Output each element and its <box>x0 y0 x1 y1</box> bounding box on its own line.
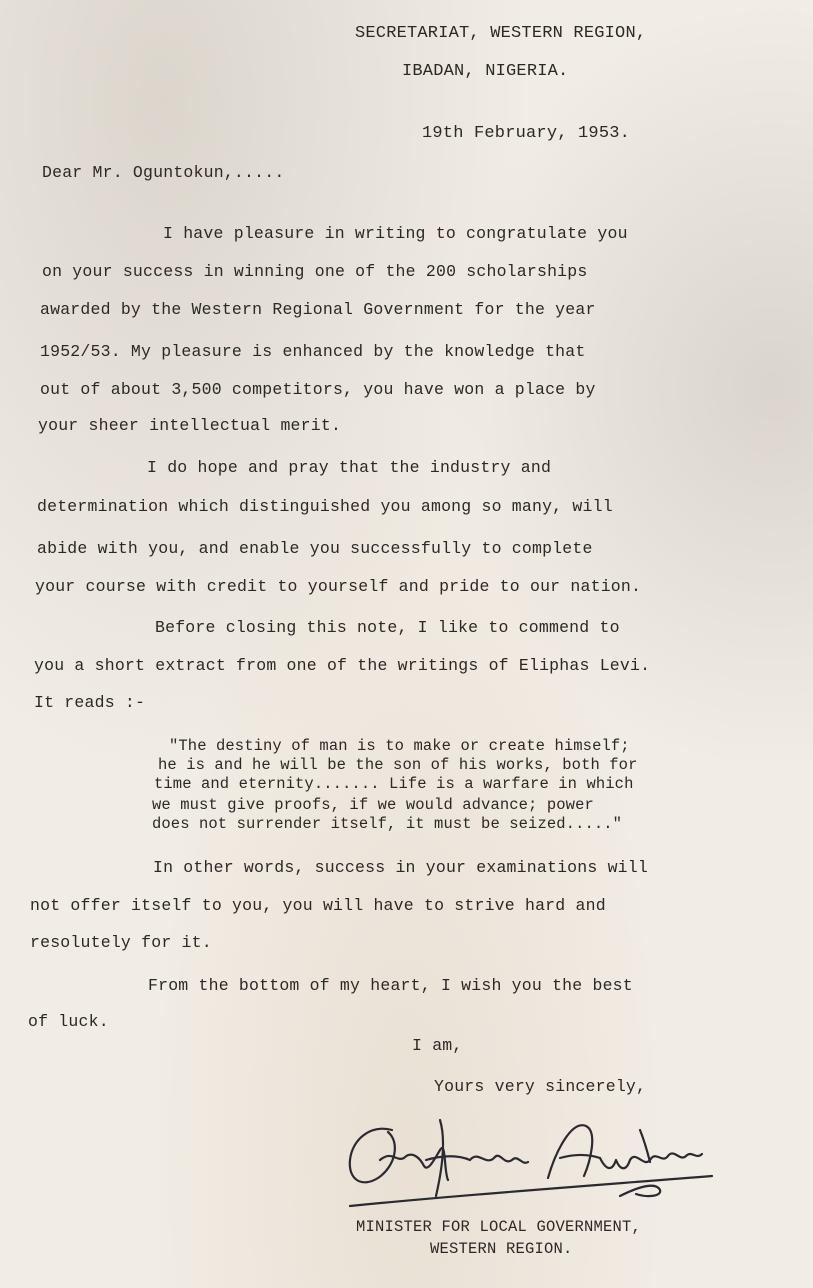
para2-line-1: I do hope and pray that the industry and <box>147 458 552 477</box>
para1-line-2: on your success in winning one of the 200 scholarships <box>42 262 588 281</box>
para4-line-2: not offer itself to you, you will have to strive hard and <box>30 896 606 915</box>
para1-line-6: your sheer intellectual merit. <box>38 416 342 435</box>
quote-line-5: does not surrender itself, it must be seized....." <box>152 815 623 833</box>
quote-line-2: he is and he will be the son of his works, both for <box>158 756 638 774</box>
closing-line-1: I am, <box>412 1036 463 1055</box>
para2-line-4: your course with credit to yourself and pride to our nation. <box>35 577 642 596</box>
para1-line-5: out of about 3,500 competitors, you have won a place by <box>40 380 596 399</box>
para1-line-3: awarded by the Western Regional Government for the year <box>40 300 596 319</box>
para2-line-2: determination which distinguished you among so many, will <box>37 497 613 516</box>
closing-line-2: Yours very sincerely, <box>434 1077 647 1096</box>
quote-line-1: "The destiny of man is to make or create himself; <box>169 737 630 755</box>
letter-date: 19th February, 1953. <box>422 124 631 143</box>
quote-line-4: we must give proofs, if we would advance; power <box>152 796 594 814</box>
para5-line-2: of luck. <box>28 1012 109 1031</box>
para4-line-1: In other words, success in your examinations will <box>153 858 648 877</box>
signatory-title-1: MINISTER FOR LOCAL GOVERNMENT, <box>356 1218 642 1236</box>
para4-line-3: resolutely for it. <box>30 933 212 952</box>
address-line-2: IBADAN, NIGERIA. <box>402 62 569 81</box>
salutation: Dear Mr. Oguntokun,..... <box>42 163 285 182</box>
para3-line-1: Before closing this note, I like to commend to <box>155 618 620 637</box>
para1-line-1: I have pleasure in writing to congratulate you <box>163 224 628 243</box>
para2-line-3: abide with you, and enable you successfully to complete <box>37 539 593 558</box>
para3-line-2: you a short extract from one of the writings of Eliphas Levi. <box>34 656 651 675</box>
para5-line-1: From the bottom of my heart, I wish you the best <box>148 976 633 995</box>
quote-line-3: time and eternity....... Life is a warfare in which <box>154 775 634 793</box>
address-line-1: SECRETARIAT, WESTERN REGION, <box>355 24 647 43</box>
para1-line-4: 1952/53. My pleasure is enhanced by the knowledge that <box>40 342 586 361</box>
signatory-title-2: WESTERN REGION. <box>430 1240 573 1258</box>
para3-line-3: It reads :- <box>34 693 146 712</box>
